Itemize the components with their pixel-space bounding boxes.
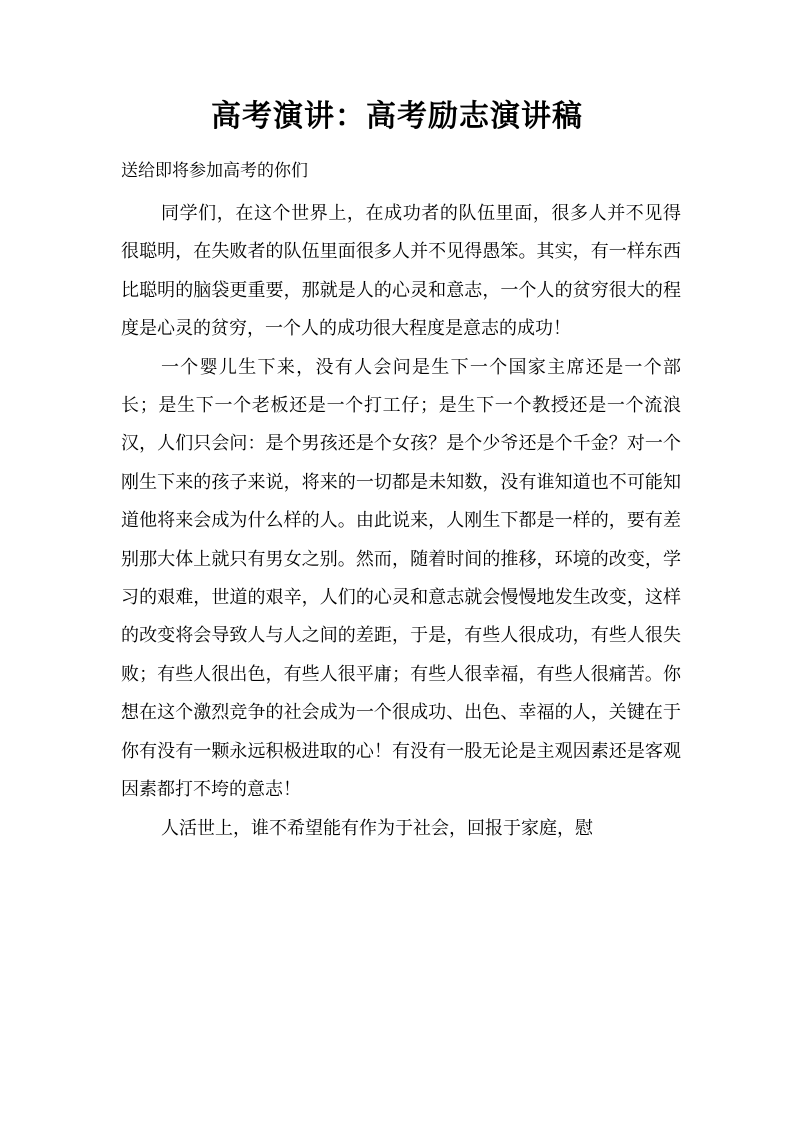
paragraph-2: 一个婴儿生下来，没有人会问是生下一个国家主席还是一个部长；是生下一个老板还是一个打工仔；是生下一个教授还是一个流浪汉，人们只会问：是个男孩还是个女孩？是个少爷还是个千金？对一个刚生下来的孩子来说，将来的一切都是未知数，没有谁知道也不可能知道他将来会成为什么样的人。由此说来，人刚生下都是一样的，要有差别那大体上就只有男女之别。然而，随着时间的推移，环境的改变，学习的艰难，世道的艰辛，人们的心灵和意志就会慢慢地发生改变，这样的改变将会导致人与人之间的差距，于是，有些人很成功，有些人很失败；有些人很出色，有些人很平庸；有些人很幸福，有些人很痛苦。你想在这个激烈竞争的社会成为一个很成功、出色、幸福的人，关键在于你有没有一颗永远积极进取的心！有没有一股无论是主观因素还是客观因素都打不垮的意志！: [121, 356, 681, 801]
document-body: [121, 195, 681, 848]
paragraph-1: 同学们，在这个世界上，在成功者的队伍里面，很多人并不见得很聪明，在失败者的队伍里面很多人并不见得愚笨。其实，有一样东西比聪明的脑袋更重要，那就是人的心灵和意志，一个人的贫穷很大的程度是心灵的贫穷，一个人的成功很大程度是意志的成功！: [121, 203, 681, 340]
document-subtitle: 送给即将参加高考的你们: [121, 161, 308, 181]
paragraph-3: 人活世上，谁不希望能有作为于社会，回报于家庭，慰: [161, 817, 593, 839]
document-title: 高考演讲：高考励志演讲稿: [211, 99, 583, 134]
